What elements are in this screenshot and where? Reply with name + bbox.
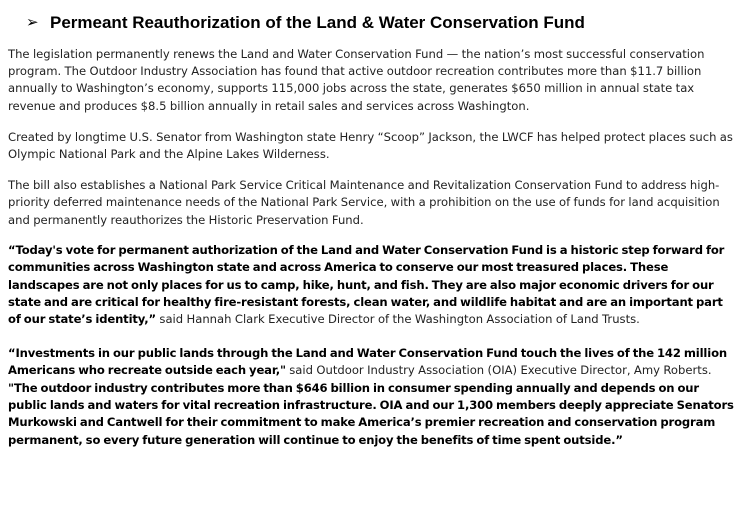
quote-text-part-a: “Investments in our public lands through the Land and Water Conservation Fund touch the lives of the 142 million Americans who recreate outside each year," [8,345,727,378]
quote-attribution: said Outdoor Industry Association (OIA) Executive Director, Amy Roberts. [285,363,712,378]
section-heading [8,10,736,36]
quote-text-part-b: "The outdoor industry contributes more than $646 billion in consumer spending annually and depends on our public lands and waters for vital recreation infrastructure. OIA and our 1,300 members deeply appreciate Senators Murkowski and Cantwell for their commitment to make America’s premier recreation and conservation program permanent, so every future generation will continue to enjoy the benefits of time spent outside.” [8,380,734,447]
quote-attribution: said Hannah Clark Executive Director of the Washington Association of Land Trusts. [156,312,640,327]
paragraph-maintenance-fund: The bill also establishes a National Park Service Critical Maintenance and Revitalization Conservation Fund to address high-priority deferred maintenance needs of the National Park Service, with a prohibition on the use of funds for land acquisition and permanently reauthorizes the Historic Preservation Fund. [8,178,720,227]
paragraph-economy: The legislation permanently renews the Land and Water Conservation Fund — the nation’s most successful conservation program. The Outdoor Industry Association has found that active outdoor recreation contributes more than $11.7 billion annually to Washington’s economy, supports 115,000 jobs across the state, generates $650 million in annual state tax revenue and produces $8.5 billion annually in retail sales and services across Washington. [8,47,705,113]
paragraph-history: Created by longtime U.S. Senator from Washington state Henry “Scoop” Jackson, the LWCF has helped protect places such as Olympic National Park and the Alpine Lakes Wilderness. [8,129,733,162]
quote-text: “Today's vote for permanent authorization of the Land and Water Conservation Fund is a historic step forward for communities across Washington state and across America to conserve our most treasured places. These landscapes are not only places for us to camp, hike, hunt, and fish. They are also major economic drivers for our state and are critical for healthy fire-resistant forests, clean water, and wildlife habitat and are an important part of our state’s identity,” [8,242,725,327]
arrow-bullet-icon: ➢ [26,14,39,31]
document-page [8,10,736,465]
quote-land-trusts [8,242,736,329]
section-title: Permeant Reauthorization of the Land & Water Conservation Fund [50,13,585,32]
quote-outdoor-industry [8,345,736,449]
